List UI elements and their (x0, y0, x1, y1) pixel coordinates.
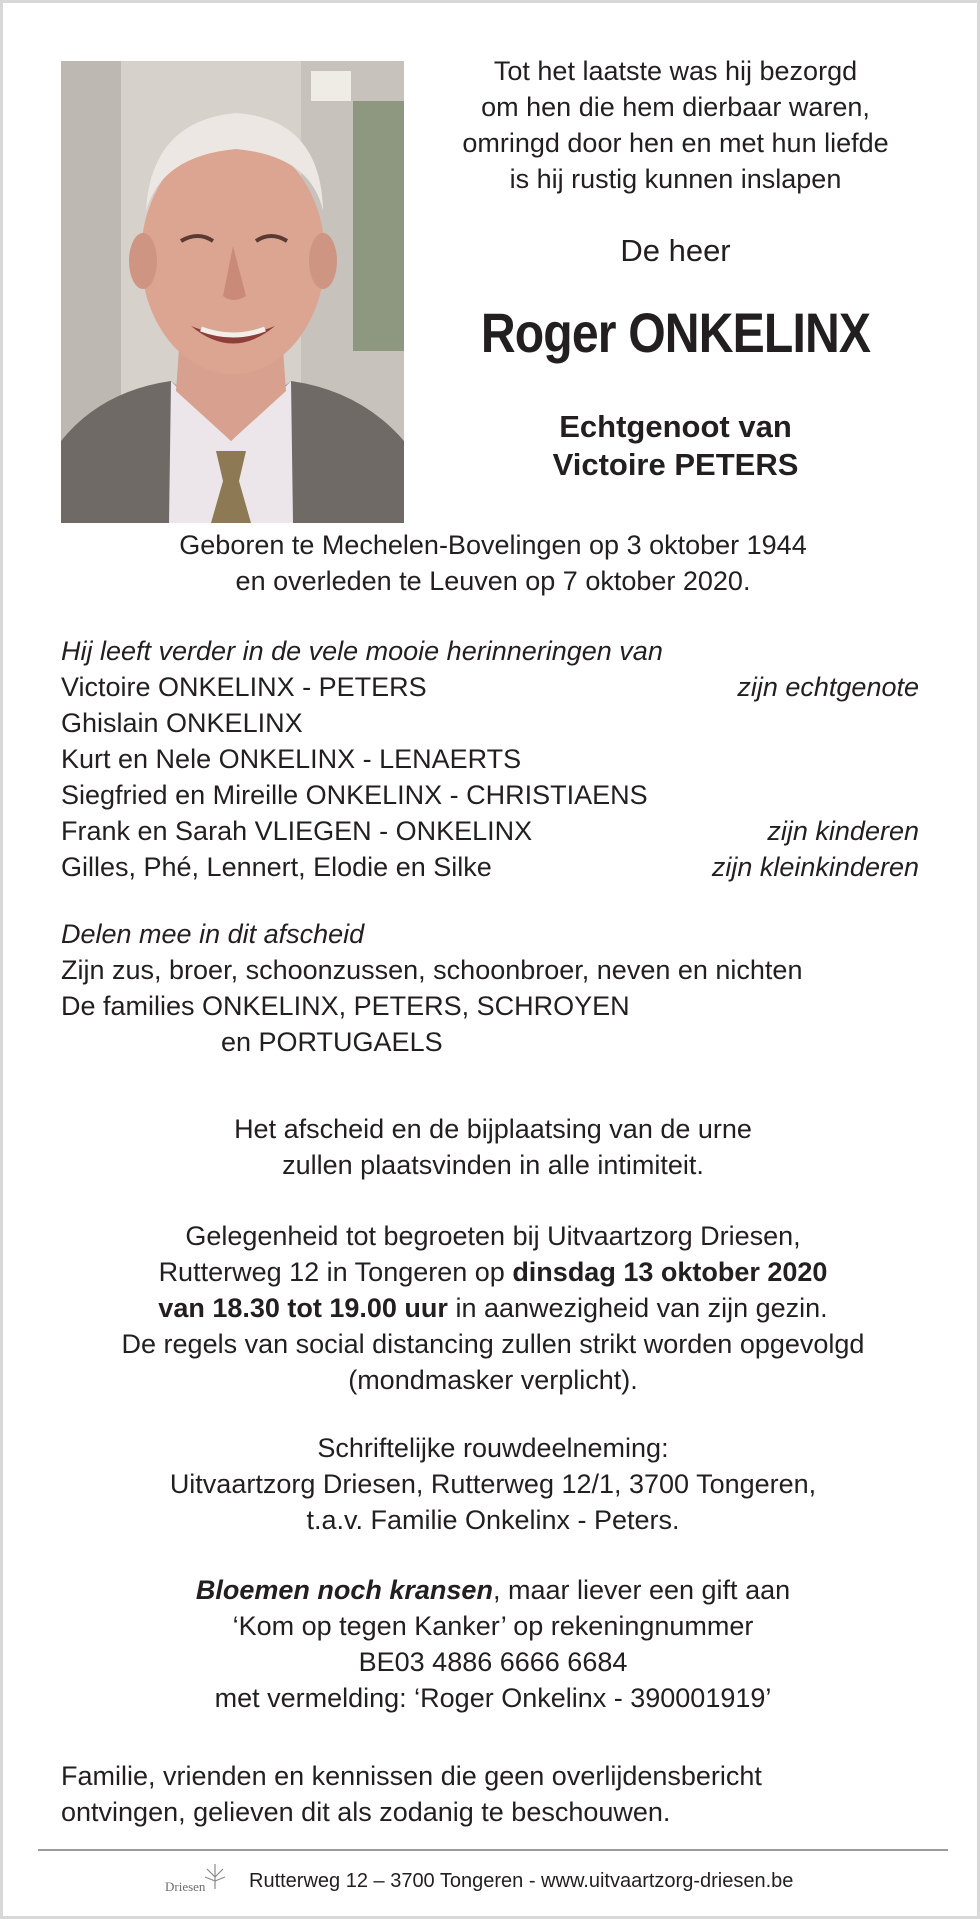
birth-death-info (43, 527, 943, 599)
letters-line: t.a.v. Familie Onkelinx - Peters. (306, 1505, 680, 1535)
footer-address: Rutterweg 12 – 3700 Tongeren - www.uitvaartzorg-driesen.be (249, 1869, 794, 1892)
family-row (61, 849, 919, 885)
spouse-line: Echtgenoot van (559, 409, 792, 444)
poem-line: Tot het laatste was hij bezorgd (493, 56, 858, 86)
closing-line: ontvingen, gelieven dit als zodanig te beschouwen. (61, 1797, 671, 1827)
logo-wordmark: Driesen (165, 1879, 206, 1894)
flowers-line: ‘Kom op tegen Kanker’ op rekeningnummer (232, 1611, 754, 1641)
visit-line: Gelegenheid tot begroeten bij Uitvaartzorg Driesen, (185, 1221, 801, 1251)
flowers-line (43, 1572, 943, 1608)
share-line: en PORTUGAELS (221, 1027, 443, 1057)
family-names: Frank en Sarah VLIEGEN - ONKELINX (61, 816, 533, 846)
family-names: Gilles, Phé, Lennert, Elodie en Silke (61, 852, 492, 882)
visit-text: Rutterweg 12 in Tongeren op (158, 1257, 513, 1287)
family-names: Victoire ONKELINX - PETERS (61, 672, 427, 702)
family-row (61, 813, 919, 849)
closing-line: Familie, vrienden en kennissen die geen overlijdensbericht (61, 1761, 762, 1791)
iban: BE03 4886 6666 6684 (358, 1647, 628, 1677)
footer (163, 1859, 793, 1903)
visit-line (43, 1290, 943, 1326)
poem-line: is hij rustig kunnen inslapen (509, 164, 842, 194)
share-line: Zijn zus, broer, schoonzussen, schoonbroer, neven en nichten (61, 955, 803, 985)
visit-line: (mondmasker verplicht). (348, 1365, 638, 1395)
poem (418, 53, 933, 197)
visit-line: De regels van social distancing zullen strikt worden opgevolgd (121, 1329, 865, 1359)
letters-line: Schriftelijke rouwdeelneming: (317, 1433, 669, 1463)
visit-line (43, 1254, 943, 1290)
visit-time: van 18.30 tot 19.00 uur (158, 1293, 448, 1323)
footer-divider (38, 1849, 948, 1851)
poem-line: omringd door hen en met hun liefde (462, 128, 889, 158)
honorific: De heer (620, 233, 731, 268)
family-names: Ghislain ONKELINX (61, 708, 303, 738)
share-line: De families ONKELINX, PETERS, SCHROYEN (61, 991, 630, 1021)
farewell-line: Het afscheid en de bijplaatsing van de urne (234, 1114, 752, 1144)
family-row (61, 669, 919, 705)
family-row (61, 741, 919, 777)
portrait-photo (61, 61, 404, 523)
spouse-info (418, 408, 933, 484)
deceased-name: Roger ONKELINX (480, 301, 871, 364)
family-intro: Hij leeft verder in de vele mooie herinneringen van (61, 636, 663, 666)
family-relation: zijn echtgenote (737, 672, 919, 702)
visit-text: in aanwezigheid van zijn gezin. (447, 1293, 828, 1323)
poem-line: om hen die hem dierbaar waren, (481, 92, 870, 122)
spouse-line: Victoire PETERS (552, 447, 799, 482)
family-list (61, 633, 919, 885)
family-row (61, 777, 919, 813)
donation-info (43, 1572, 943, 1716)
letters-line: Uitvaartzorg Driesen, Rutterweg 12/1, 3700 Tongeren, (169, 1469, 817, 1499)
family-relation: zijn kleinkinderen (711, 852, 919, 882)
closing-note (61, 1758, 941, 1830)
flowers-text: , maar liever een gift aan (492, 1575, 791, 1605)
family-row (61, 705, 919, 741)
death-line: en overleden te Leuven op 7 oktober 2020. (235, 566, 751, 596)
visit-date: dinsdag 13 oktober 2020 (512, 1257, 828, 1287)
share-section (61, 916, 941, 1060)
share-intro: Delen mee in dit afscheid (61, 919, 365, 949)
funeral-home-logo (163, 1859, 235, 1903)
flowers-emphasis: Bloemen noch kransen (195, 1575, 493, 1605)
condolence-address (43, 1430, 943, 1538)
birth-line: Geboren te Mechelen-Bovelingen op 3 oktober 1944 (179, 530, 807, 560)
flowers-line: met vermelding: ‘Roger Onkelinx - 390001919’ (214, 1683, 772, 1713)
visitation-info (43, 1218, 943, 1398)
family-names: Siegfried en Mireille ONKELINX - CHRISTIAENS (61, 780, 648, 810)
farewell-line: zullen plaatsvinden in alle intimiteit. (282, 1150, 704, 1180)
family-relation: zijn kinderen (767, 816, 919, 846)
farewell-info (43, 1111, 943, 1183)
family-names: Kurt en Nele ONKELINX - LENAERTS (61, 744, 522, 774)
